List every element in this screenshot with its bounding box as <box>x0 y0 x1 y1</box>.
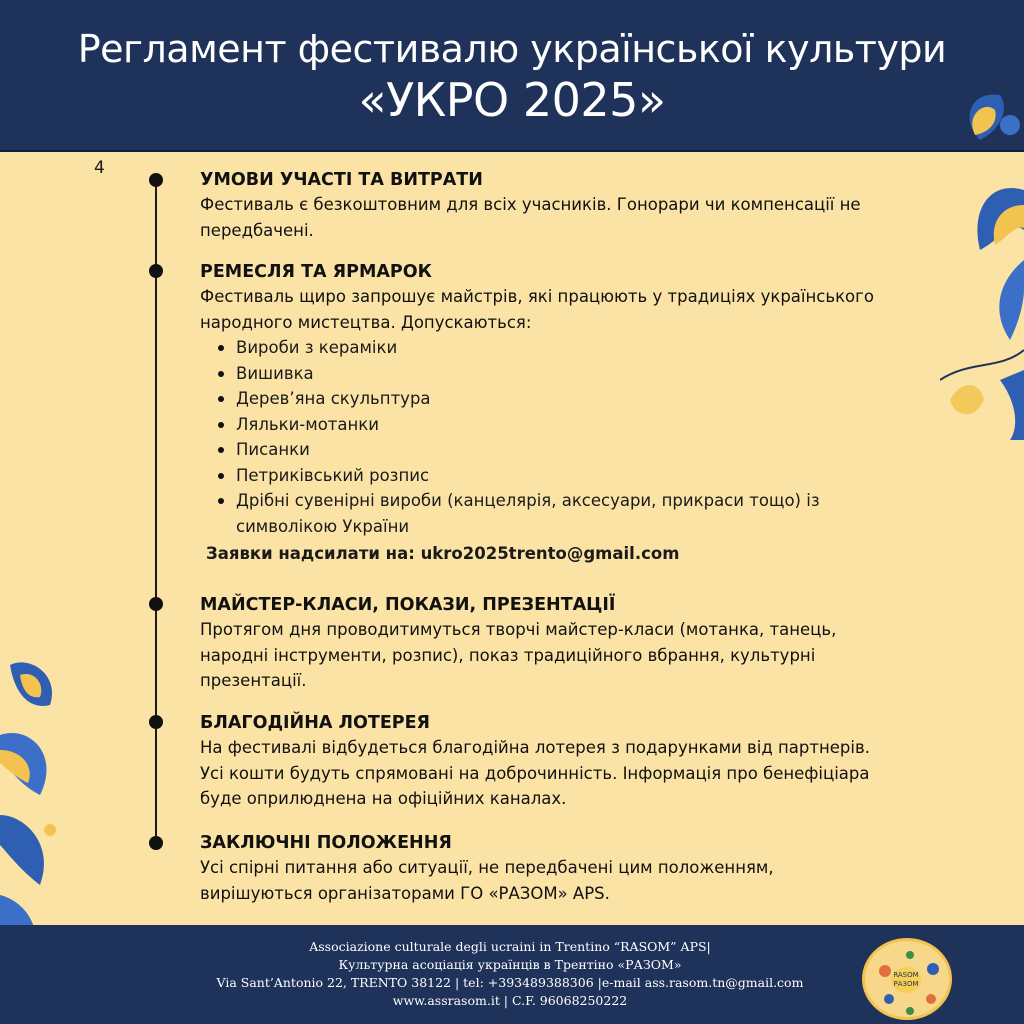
list-item-continuation: символікою України <box>236 516 410 536</box>
page-title: Регламент фестивалю української культури <box>77 27 947 71</box>
association-logo <box>862 938 952 1020</box>
crafts-list <box>214 335 960 539</box>
section-participation <box>200 168 960 243</box>
section-line: народні інструменти, розпис), показ традиційного вбрання, культурні <box>200 645 816 665</box>
section-masterclasses <box>200 593 960 694</box>
section-line: вирішуються організаторами ГО «РАЗОМ» APS. <box>200 883 610 903</box>
timeline-dot <box>149 264 163 278</box>
list-item <box>214 488 960 539</box>
footer-line: Культурна асоціація українців в Трентіно «РАЗОМ» <box>338 957 682 972</box>
flower-ornament-bottom-left-icon <box>0 655 70 955</box>
section-line: презентації. <box>200 671 307 690</box>
section-line: передбачені. <box>200 220 314 240</box>
section-charity-lottery <box>200 711 960 812</box>
timeline-dot <box>149 836 163 850</box>
list-item: Ляльки-мотанки <box>214 412 960 438</box>
list-item: Вироби з кераміки <box>214 335 960 361</box>
timeline-dot <box>149 173 163 187</box>
list-item: Дерев’яна скульптура <box>214 386 960 412</box>
section-line: Фестиваль щиро запрошує майстрів, які працюють у традиціях українського <box>200 287 874 306</box>
section-line: Усі кошти будуть спрямовані на доброчинність. Інформація про бенефіціара <box>200 763 870 783</box>
section-title: БЛАГОДІЙНА ЛОТЕРЕЯ <box>200 713 431 733</box>
list-item: Петриківський розпис <box>214 463 960 489</box>
application-email-note: Заявки надсилати на: ukro2025trento@gmail.com <box>206 544 680 563</box>
page-number: 4 <box>94 158 105 178</box>
section-title: УМОВИ УЧАСТІ ТА ВИТРАТИ <box>200 170 483 190</box>
section-line: Фестиваль є безкоштовним для всіх учасників. Гонорари чи компенсації не <box>200 195 861 214</box>
section-line: народного мистецтва. Допускаються: <box>200 312 532 332</box>
list-item: Вишивка <box>214 361 960 387</box>
timeline-dot <box>149 715 163 729</box>
section-title: ЗАКЛЮЧНІ ПОЛОЖЕННЯ <box>200 833 452 853</box>
section-line: На фестивалі відбудеться благодійна лотерея з подарунками від партнерів. <box>200 738 870 757</box>
section-title: РЕМЕСЛЯ ТА ЯРМАРОК <box>200 262 432 282</box>
section-line: Протягом дня проводитимуться творчі майстер-класи (мотанка, танець, <box>200 620 837 639</box>
footer-line: Associazione culturale degli ucraini in Trentino “RASOM” APS| <box>309 939 711 954</box>
footer-contacts <box>170 938 850 1010</box>
timeline-line <box>155 180 157 845</box>
timeline-dot <box>149 597 163 611</box>
section-line: буде оприлюднена на офіційних каналах. <box>200 789 567 808</box>
list-item: Писанки <box>214 437 960 463</box>
page-subtitle: «УКРО 2025» <box>358 73 666 127</box>
header-banner <box>0 0 1024 152</box>
list-item-text: Дрібні сувенірні вироби (канцелярія, аксесуари, прикраси тощо) із <box>236 491 820 510</box>
logo-text: RASOM РАЗОМ <box>891 967 921 993</box>
section-title: МАЙСТЕР-КЛАСИ, ПОКАЗИ, ПРЕЗЕНТАЦІЇ <box>200 595 616 615</box>
section-line: Усі спірні питання або ситуації, не передбачені цим положенням, <box>200 858 774 877</box>
footer-line: Via Sant’Antonio 22, TRENTO 38122 | tel: +393489388306 |e-mail ass.rasom.tn@gmail.com <box>216 975 804 990</box>
section-final-provisions <box>200 831 960 906</box>
footer-line: www.assrasom.it | C.F. 96068250222 <box>392 993 628 1008</box>
section-crafts-fair <box>200 260 960 566</box>
